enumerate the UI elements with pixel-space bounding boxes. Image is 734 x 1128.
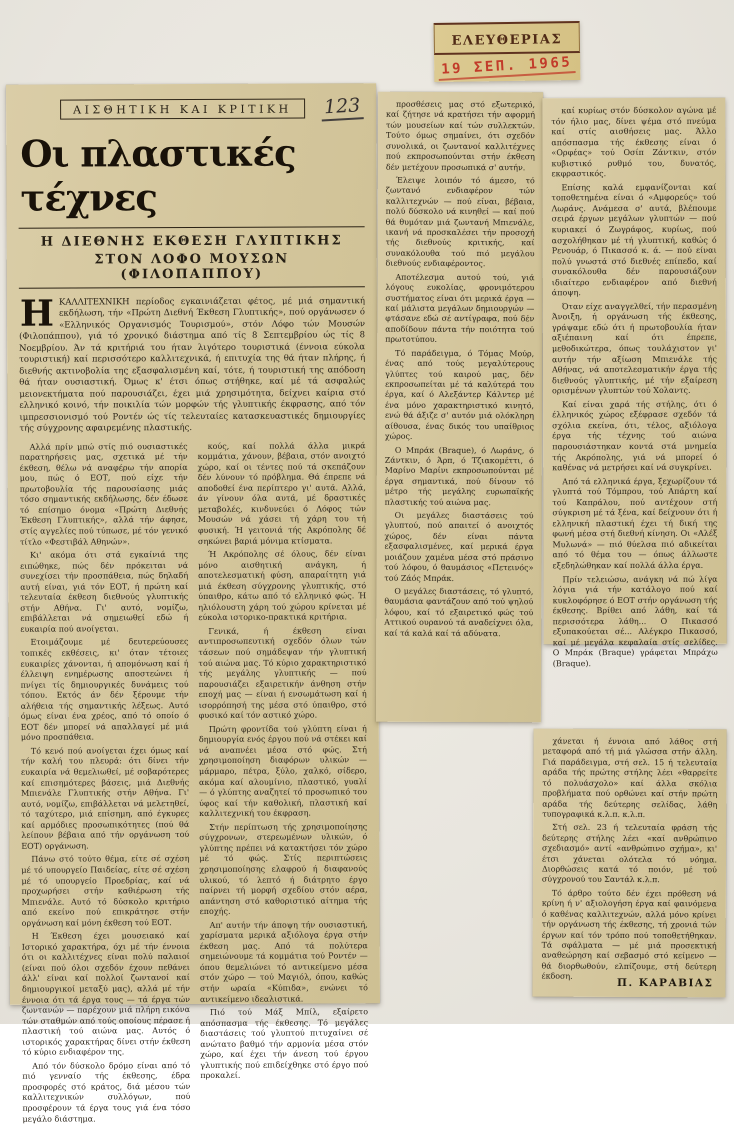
article-paragraph: Πρώτη φροντίδα τού γλύπτη είναι ή δημιουργία ενός έργου πού νά στέκει καί νά αναπνέει μέσα στό φώς. Στή χρησιμοποίηση διαφόρων υλικών — μάρμαρο, πέτρα, ξύλο, χαλκό, σίδερο, ακόμα καί αλουμίνιο, πλαστικό, γυαλί — ό γλύπτης αναζητεί τό προσωπικό του ύφος καί τήν καθολική, πλαστική καί καλλιτεχνική του έκφραση. (198, 724, 368, 819)
drop-cap: Η (19, 292, 55, 335)
article-paragraph: Ετοιμάζουμε μέ δευτερεύουσες τοπικές εκθέσεις, κι' όταν τέτοιες ευκαιρίες χάνονται, ή απομόνωση καί ή έλλειψη ενημέρωσης αποστεώνει ή πνίγει τίς δημιουργικές δυνάμεις τού τόπου. Εκτός άν δέν ξέρουμε τήν αλήθεια τής σημαντικής λέξεως. Αυτό όμως είναι ένα χρέος, από τό οποίο ό ΕΟΤ δέν μπορεί νά απαλλαγεί μέ μιά μόνο προσπάθεια. (20, 637, 189, 743)
article-paragraph: Τό κενό πού ανοίγεται έχει όμως καί τήν καλή του πλευρά: ότι δίνει τήν ευκαιρία νά θεμελιωθεί, μέ σοβαρότερες καί επισημότερες βάσεις, μιά Διεθνής Μπιενάλε Γλυπτικής στήν Αθήνα. Γι' αυτό, νομίζω, επιβάλλεται νά μελετηθεί, τό ταχύτερο, μιά επίσημη, από έγκυρες καί αρμόδιες προσωπικότητες (πού θά λείπουν βέβαια από τήν οργάνωση τού ΕΟΤ) οργάνωση. (20, 745, 190, 851)
article-paragraph: Όταν είχε αναγγελθεί, τήν περασμένη Άνοιξη, ή οργάνωση τής έκθεσης, γράψαμε εδώ ότι ή πρωτοβουλία ήταν αξιέπαινη καί ότι έπρεπε, μεθοδικώτερα, όπως τουλάχιστον γι' αυτήν τήν αξίωση Μπιενάλε τής Αθήνας, νά αποτελεσματικήν έργα τής διεθνούς γλυπτικής, μέ τήν εξαίρεση ορισμένων γλυπτών τού Χολαντς. (551, 301, 718, 396)
article-paragraph: χάνεται ή έννοια από λάθος στή μεταφορά από τή μιά γλώσσα στήν άλλη. Γιά παράδειγμα, στή σελ. 15 ή τελευταία αράδα τής πρώτης στήλης λέει «θαρρείτε τό πολυάσχολο» καί άλλα σκόλια προβλήματα πού ορθώνει καί στήν πρώτη αράδα τής δεύτερης σελίδας, λάθη τυπογραφικά κ.λ.π. κ.λ.π. (542, 736, 718, 820)
article-paragraph: Ή Ακρόπολης σέ όλους, δέν είναι μόνο αισθητική ανάγκη, ή αποτελεσματική φύση, απαραίτητη γιά μιά έκθεση σύγχρονης γλυπτικής, στό ύπαιθρο, κάτω από τό ελληνικό φώς. Ή ηλιόλουστη χάρη τού χώρου κρίνεται μέ εύκολα ιστορικο-πρακτικά κριτήρια. (198, 549, 367, 623)
clipping-main-article (6, 83, 380, 1124)
article-title: Οι πλαστικές τέχνες (20, 130, 296, 220)
article-paragraph: Οι μεγάλες διαστάσεις τού γλυπτού, πού απαιτεί ό ανοιχτός χώρος, δέν είναι πάντα εξασφαλισμένες, καί μερικά έργα μοιάζουν χαμένα μέσα στό πράσινο τού λόφου, ό θαυμάσιος «Πετεινός» τού Ζάός Μπράκ. (384, 510, 534, 583)
subtitle-line-2: ΣΤΟΝ ΛΟΦΟ ΜΟΥΣΩΝ (ΦΙΛΟΠΑΠΠΟΥ) (94, 251, 290, 283)
article-paragraph: Αποτέλεσμα αυτού τού, γιά λόγους ευκολίας, φρονιμότερου συστήματος είναι ότι μερικά έργα — καί μάλιστα μεγάλων δημιουργών — φτάσανε εδώ σέ αντίγραφα, πού δέν αποδίδουν πάντα τήν ποιότητα τού πρωτοτύπου. (385, 272, 535, 345)
article-paragraph: Πιό τού Μάξ Μπίλ, εξαίρετο απόσπασμα τής έκθεσης. Τό μεγάλες διαστάσεις τού γλυπτού πιτυχαίνει σέ ανώτατο βαθμό τήν αρμονία μέσα στόν χώρο, καί έχει τήν άνεση τού έργου γλυπτικής πού επιδείχθηκε στό έργο πού προκαλεί. (200, 1007, 369, 1081)
subtitle-line-1: Η ΔΙΕΘΝΗΣ ΕΚΘΕΣΗ ΓΛΥΠΤΙΚΗΣ (40, 233, 343, 250)
date-stamp: 19 ΣΕΠ. 1965 (438, 54, 576, 81)
article-paragraph: Ο Μπράκ (Braque), ό Λωράνς, ό Ζάντκιν, ό Άρπ, ό Τζιακομέττι, ό Μαρίνο Μαρίνι εκπροσωπούνται μέ έργα σημαντικά, πού δίνουν τό μέτρο τής μεγάλης ευρωπαϊκής πλαστικής τού αιώνα μας. (384, 445, 534, 507)
newspaper-name: ΕΛΕΥΘΕΡΙΑΣ (451, 32, 563, 49)
article-header-row (60, 95, 364, 121)
clipping-bottom-final (532, 729, 726, 998)
article-subtitle (19, 226, 365, 289)
article-paragraph: Από τόν δύσκολο δρόμο είναι από τό πιό γενναίο τής έκθεσης, έδρα προσφορές στό κράτος, διά μέσου τών καλλιτεχνικών συλλόγων, πού προσφέρουν τά έργα τους γιά ένα τόσο μεγάλο διάστημα. (22, 1060, 191, 1124)
article-paragraph: Η Έκθεση έχει μουσειακό καί Ιστορικό χαρακτήρα, όχι μέ τήν έννοια ότι οι καλλιτέχνες είναι πολύ παλαιοί (είναι πού όλοι σχεδόν έχουν πεθάνει άλλ' είναι καί πολλοί ζωντανοί καί δημιουργικοί μεταξύ μας), αλλά μέ τήν έννοια ότι τά έργα τους — τά έργα τών ζωντανών — παρέχουν μιά πλήρη εικόνα τών σταθμών από τούς οποίους πέρασε ή πλαστική τού αιώνα μας. Αυτός ό ιστορικός χαρακτήρας δίνει στήν έκθεση τό κύριο ενδιαφέρον της. (21, 931, 191, 1057)
lead-text: ΚΑΛΛΙΤΕΧΝΙΚΗ περίοδος εγκαινιάζεται φέτος, μέ μιά σημαντική εκδήλωση, τήν «Πρώτη Διεθνή Έκθεση Γλυπτικής», πού οργάνωσεν ό «Ελληνικός Οργανισμός Τουρισμού», στόν Λόφο τών Μουσών (Φιλοπάππου), γιά τό χρονικό διάστημα από τίς 8 Σεπτεμβρίου ώς τίς 8 Νοεμβρίου. Άν τά κριτήριά του ήταν λιγότερο τουριστικά (έννοια εύκολα τουριστική) καί περισσότερο καλλιτεχνικά, ή επιτυχία της θά ήταν πλήρης, ή διεθνής ακτινοβολία της εξασφαλισμένη καί, τότε, ή τουριστική της απόδοση θά ήταν ουσιαστική. Όμως κ' έτσι όπως στήθηκε, καί μέ τά ασφαλώς μειονεκτήματα πού παρουσιάζει, έχει μιά χρησιμότητα, δείχνει καίρια στό ελληνικό κοινό, τήν ποικιλία τών μορφών τής γλυπτικής έκφρασης, από τόν ιμπρεσσιονισμό τού Ροντέν ώς τίς τελευταίες κατασκευαστικές δημιουργίες τής σύγχρονης αφαιρεμένης πλαστικής. (19, 296, 366, 434)
article-paragraph: Απ' αυτήν τήν άποψη τήν ουσιαστική, χαρίσματα μερικά αξιόλογα έργα στήν έκθεση μας. Από τά πολύτερα σημειώνουμε τά κομμάτια τού Ροντέν — όπου θεμελιώνει τό αντικείμενο μέσα στόν χώρο — τού Μαγιόλ, όπου, καθώς στήν ωραία «Κύπιδα», ενώνει τό αντικείμενο ιδεαλιστικά. (199, 919, 368, 1004)
article-paragraph: Τό άρθρο τούτο δέν έχει πρόθεση νά κρίνη ή ν' αξιολογήση έργα καί φαινόμενα ό καθένας καλλιτεχνών, αλλά μόνο κρίνει τήν οργάνωση τής έκθεσης, τή χρονιά τών έργων καί τόν τρόπο πού τοποθετήθηκαν. Τά σφάλματα — μέ μιά προσεκτική αναθεώρηση καί σεβασμό στό κείμενο — θά διορθωθούν, ελπίζουμε, στή δεύτερη έκδοση. (541, 888, 717, 982)
article-paragraph: Καί είναι χαρά τής στήλης, ότι ό έλληνικός χώρος εξέφρασε σχεδόν τά σχόλια εκείνα, ότι, τέλος, αξιόλογα έργα τής τέχνης τού αιώνα παρουσιάστηκαν κοντά στά μνημεία τής Ακρόπολης, γιά νά μπορεί ό καθένας νά μετρήσει καί νά συγκρίνει. (552, 399, 718, 473)
article-column-2 (198, 441, 369, 1127)
article-paragraph: προσθέσεις μας στό εξωτερικό, καί ζήτησε νά κρατήσει τήν αφορμή τών μουσείων καί τών συλλεκτών. Τούτο όμως σημαίνει, ότι σχεδόν συνολικά, οι ζωντανοί καλλιτέχνες πού εκπροσωπούνται στήν έκθεση δέν μετέχουν προσωπικά σ' αυτήν. (385, 99, 536, 172)
final-paragraphs (541, 737, 717, 983)
newspaper-name-box (434, 21, 580, 55)
clipping-middle-column (376, 92, 543, 723)
clipping-right-column (542, 98, 726, 669)
article-paragraph: Στή σελ. 23 ή τελευταία φράση τής δεύτερης στήλης λέει «καί ανθρώπινο σχεδιασμό» αντί «ανθρώπινο σχήμα», κι' έτσι χάνεται ολότελα τό νόημα. Διορθώσεις κατά τό ποιόν, μέ τού σύγχρονού του Σαντάλ κ.λ.π. (541, 823, 718, 885)
author-signature: Π. ΚΑΡΑΒΙΑΣ (617, 976, 714, 990)
article-paragraph: Ο μεγάλες διαστάσεις, τό γλυπτό, θαυμάσια φαντάζουν από τού ψηλού λόφου, καί τό εξαιρετικό φώς τού Αττικού ουρανού τά αναδείχνει όλα, καί τά καλά καί τά αδύνατα. (384, 586, 534, 638)
article-paragraph: κούς, καί πολλά άλλα μικρά κομμάτια, χάνουν, βέβαια, στόν ανοιχτό χώρο, καί οι τέντες πού τά σκεπάζουν δέν λύνουν τό πρόβλημα. Θά έπρεπε νά αποδοθεί ένα περίπτερο γι' αυτά. Αλλά, άν γίνουν όλα αυτά, μέ δραστικές μεταβολές, κινδυνεύει ό Λόφος τών Μουσών νά χάσει τή χάρη του τή φυσική. Ή γειτονιά τής Ακρόπολης δέ σηκώνει βαριά μόνιμα κτίσματα. (197, 440, 366, 546)
newspaper-stamp (434, 21, 581, 82)
article-paragraph: Από τά ελληνικά έργα, ξεχωρίζουν τά γλυπτά τού Τόμπρου, τού Απάρτη καί τού Καπράλου, πού αντέχουν στή σύγκριση μέ τά ξένα, καί δείχνουν ότι ή ελληνική πλαστική έχει τή δική της φωνή μέσα στή διεθνή κίνηση. Οι «Αλέξ Μυλωνά» — πιό θύελσα πιό αδικείται από τό θέμα του — όπως άλλωστε εξεδηλώθηκαν καί πολλά άλλα έργα. (552, 476, 718, 571)
section-header: ΑΙΣΘΗΤΙΚΗ ΚΑΙ ΚΡΙΤΙΚΗ (60, 98, 305, 119)
article-paragraph: Αλλά πρίν μπώ στίς πιό ουσιαστικές παρατηρήσεις μας, σχετικά μέ τήν έκθεση, θέλω νά αναφέρω τήν απορία μου, πώς ό ΕΟΤ, πού είχε τήν πρωτοβουλία τής παρουσίασης μιάς τόσο σημαντικής εκδήλωσης, δέν έδωσε τό επίσημο όνομα «Πρώτη Διεθνής Έκθεση Γλυπτικής», αλλά τήν άφησε, στίς αγγελίες πού τύπωσε, μέ τόν γενικό τίτλο «Φεστιβάλ Αθηνών». (19, 441, 188, 547)
handwritten-page-number: 123 (320, 94, 364, 121)
article-paragraph: Γενικά, ή έκθεση είναι αντιπροσωπευτική σχεδόν όλων τών τάσεων πού σημάδεψαν τήν γλυπτική τού αιώνα μας. Τό κύριο χαρακτηριστικό τής μεγάλης γλυπτικής — πού παρουσιάζει εξαιρετικήν άνθηση στήν εποχή μας — είναι ή ενσωμάτωση καί ή ισορρόπησή της μέσα στό ύπαιθρο, στό φυσικό καί τόν αστικό χώρο. (198, 626, 367, 721)
lead-paragraph (19, 292, 366, 435)
article-column-1 (20, 442, 191, 1128)
article-paragraph: Έλειψε λοιπόν τό άμεσο, τό ζωντανό ενδιαφέρον τών καλλιτεχνών — πού είναι, βέβαια, πολύ δύσκολο νά κινηθεί — καί πού θά θυμόταν μιά ζωντανή Μπιενάλε, ικανή νά προσκαλέσει τήν προσοχή τής διεθνούς κριτικής, καί συνακόλουθα τού πιό μεγάλου διεθνούς ενδιαφέροντος. (385, 175, 535, 269)
article-paragraph: Πάνω στό τούτο θέμα, είτε σέ σχέση μέ τό υπουργείο Παιδείας, είτε σέ σχέση μέ τό υπουργείο Προεδρίας, καί νά προχωρήσει στήν καθιέρωση τής Μπιενάλε. Αυτό τό δύσκολο κριτήριο από εκείνο πού επικράτησε στήν οργάνωση καί μόνη έκθεση τού ΕΟΤ. (21, 854, 190, 928)
article-paragraph: καί κυρίως στόν δύσκολον αγώνα μέ τόν ήλιο μας, δίνει ψέμα στό πνεύμα καί στίς αισθήσεις μας. Άλλο απόσπασμα τής έκθεσης είναι ό «Ορφέας» τού Οσίπ Ζάντκιν, στόν κυβιστικό ρυθμό του, δυνατός, εκφραστικός. (551, 105, 717, 179)
article-paragraph: Επίσης καλά εμφανίζονται καί τοποθετημένα είναι ό «Αμφορεύς» τού Λωράνς. Ανάμεσα σ' αυτά, βλέπουμε σειρά έργων μεγάλων γλυπτών — πού κυριακεί ό Ζωγράφος, κυρίως, πού ασχολήθηκαν μέ τή γλυπτική, καθώς ό Ρενουάρ, ό Πικασσό κ. ά. — πού είναι πολύ γνωστά στό διεθνές επίπεδο, καί συνακόλουθα δέν παρουσιάζουν ιδιαίτερο ενδιαφέρον από διεθνή άποψη. (551, 182, 717, 298)
article-columns (20, 441, 369, 1128)
article-paragraph: Τό παράδειγμα, ό Τόμας Μούρ, ένας από τούς μεγαλύτερους γλύπτες τού καιρού μας, δέν εκπροσωπείται μέ τά καλύτερά του έργα, καί ό Αλεξάντερ Κάλντερ μέ ένα μόνο χαρακτηριστικό κινητό, ενώ θά άξιζε σ' αυτόν μιά ολόκληρη αίθουσα, ένας δικός του υπαίθριος χώρος. (384, 348, 535, 441)
article-paragraph: Στήν περίπτωση τής χρησιμοποίησης σύγχρονων, στερεωμένων υλικών, ό γλύπτης πρέπει νά κατακτήσει τόν χώρο μέ τό φώς. Στίς περιπτώσεις χρησιμοποίησης ελαφρού ή διαφανούς υλικού, τό λεπτό ή διάτρητο έργο παίρνει τή μορφή σχεδίου στόν αέρα, απάντηση στό καθοριστικό αίτημα τής εποχής. (199, 822, 368, 917)
article-paragraph: Κι' ακόμα ότι στά εγκαίνιά της ειπώθηκε, πώς δέν πρόκειται νά συνεχίσει τήν προσπάθεια, πώς δηλαδή αυτή είναι, γιά τόν ΕΟΤ, ή πρώτη καί τελευταία έκθεση διεθνούς γλυπτικής στήν Αθήνα. Γι' αυτό, νομίζω, επιβάλλεται νά σημειωθεί εδώ ή ευκαιρία πού ανοίγεται. (20, 550, 189, 634)
article-paragraph: Πρίν τελειώσω, ανάγκη νά πώ λίγα λόγια γιά τήν κατάλογο πού καί κυκλοφόρησε ό ΕΟΤ στήν οργάνωση τής έκθεσης. Βρίθει από λάθη, καί τά περισσότερα λάθη... Ο Πικασσό εξυπακούεται σέ... Αλέγκρο Πικασσό, καί μέ μεγάλα κεφαλαία στίς σελίδες. Ο Μπράκ (Braque) γράφεται Μπράχω (Braque). (552, 574, 718, 669)
